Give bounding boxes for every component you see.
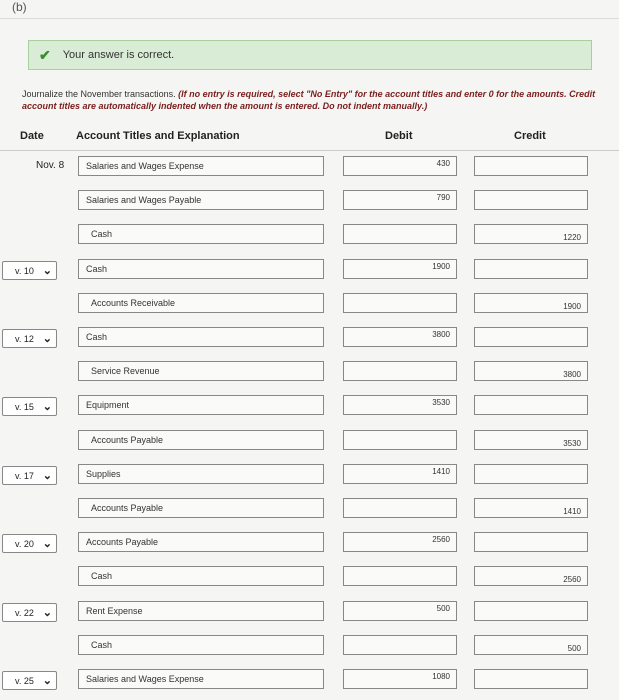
- credit-input[interactable]: [474, 464, 588, 484]
- date-select-value: v. 15: [15, 401, 34, 412]
- credit-input[interactable]: [474, 190, 588, 210]
- table-row: [0, 327, 619, 349]
- credit-input[interactable]: 1900: [474, 293, 588, 313]
- chevron-down-icon: ⌄: [42, 265, 52, 277]
- header-divider: [0, 150, 619, 151]
- account-title-input[interactable]: Accounts Receivable: [78, 293, 324, 313]
- date-select-value: v. 17: [15, 470, 34, 481]
- instructions: [22, 88, 602, 112]
- banner-text: Your answer is correct.: [62, 49, 175, 61]
- date-select-value: v. 20: [15, 538, 34, 549]
- success-banner: [28, 40, 592, 70]
- date-select-value: v. 25: [15, 675, 34, 686]
- account-title-input[interactable]: Service Revenue: [78, 361, 324, 381]
- table-row: [0, 361, 619, 383]
- chevron-down-icon: ⌄: [42, 333, 52, 345]
- table-row: [0, 430, 619, 452]
- table-row: [0, 532, 619, 554]
- date-select-value: v. 22: [15, 607, 34, 618]
- table-row: [0, 464, 619, 486]
- account-title-input[interactable]: Equipment: [78, 395, 324, 415]
- debit-input[interactable]: 2560: [343, 532, 457, 552]
- date-select[interactable]: [2, 397, 57, 416]
- table-row: [0, 259, 619, 281]
- debit-input[interactable]: [343, 635, 457, 655]
- debit-input[interactable]: 790: [343, 190, 457, 210]
- credit-input[interactable]: [474, 669, 588, 689]
- table-row: [0, 601, 619, 623]
- table-row: [0, 635, 619, 657]
- date-select-value: v. 12: [15, 333, 34, 344]
- date-select[interactable]: [2, 603, 57, 622]
- instructions-lead: Journalize the November transactions.: [22, 89, 179, 99]
- chevron-down-icon: ⌄: [42, 401, 52, 413]
- debit-input[interactable]: 500: [343, 601, 457, 621]
- header-credit: Credit: [514, 130, 546, 142]
- credit-input[interactable]: [474, 327, 588, 347]
- debit-input[interactable]: 430: [343, 156, 457, 176]
- debit-input[interactable]: [343, 566, 457, 586]
- table-row: [0, 224, 619, 246]
- chevron-down-icon: ⌄: [42, 675, 52, 687]
- credit-input[interactable]: 3530: [474, 430, 588, 450]
- account-title-input[interactable]: Cash: [78, 224, 324, 244]
- instructions-emphasis: (If no entry is required, select "No Entry" for the account titles and enter 0 for the amounts. Credit account titles are automatically indented when the amount is entered. Do not indent manually.): [22, 89, 596, 111]
- date-select-value: v. 10: [15, 265, 34, 276]
- account-title-input[interactable]: Accounts Payable: [78, 532, 324, 552]
- part-label: (b): [12, 0, 27, 14]
- account-title-input[interactable]: Rent Expense: [78, 601, 324, 621]
- debit-input[interactable]: 1900: [343, 259, 457, 279]
- credit-input[interactable]: 500: [474, 635, 588, 655]
- account-title-input[interactable]: Cash: [78, 259, 324, 279]
- debit-input[interactable]: 1410: [343, 464, 457, 484]
- account-title-input[interactable]: Cash: [78, 327, 324, 347]
- debit-input[interactable]: 1080: [343, 669, 457, 689]
- account-title-input[interactable]: Cash: [78, 566, 324, 586]
- debit-input[interactable]: [343, 224, 457, 244]
- debit-input[interactable]: 3530: [343, 395, 457, 415]
- debit-input[interactable]: [343, 293, 457, 313]
- credit-input[interactable]: 1220: [474, 224, 588, 244]
- table-row: [0, 156, 619, 178]
- table-row: [0, 395, 619, 417]
- table-row: [0, 190, 619, 212]
- debit-input[interactable]: [343, 430, 457, 450]
- credit-input[interactable]: 1410: [474, 498, 588, 518]
- credit-input[interactable]: 3800: [474, 361, 588, 381]
- check-icon: ✔: [39, 46, 51, 63]
- date-select[interactable]: [2, 329, 57, 348]
- table-row: [0, 498, 619, 520]
- header-debit: Debit: [385, 130, 413, 142]
- credit-input[interactable]: [474, 532, 588, 552]
- table-row: [0, 669, 619, 691]
- account-title-input[interactable]: Accounts Payable: [78, 498, 324, 518]
- account-title-input[interactable]: Supplies: [78, 464, 324, 484]
- date-label: Nov. 8: [36, 160, 65, 171]
- chevron-down-icon: ⌄: [42, 538, 52, 550]
- account-title-input[interactable]: Accounts Payable: [78, 430, 324, 450]
- credit-input[interactable]: 2560: [474, 566, 588, 586]
- credit-input[interactable]: [474, 156, 588, 176]
- chevron-down-icon: ⌄: [42, 470, 52, 482]
- account-title-input[interactable]: Salaries and Wages Expense: [78, 669, 324, 689]
- debit-input[interactable]: 3800: [343, 327, 457, 347]
- header-date: Date: [20, 130, 44, 142]
- date-select[interactable]: [2, 671, 57, 690]
- credit-input[interactable]: [474, 395, 588, 415]
- header-account: Account Titles and Explanation: [76, 130, 240, 142]
- debit-input[interactable]: [343, 361, 457, 381]
- credit-input[interactable]: [474, 259, 588, 279]
- account-title-input[interactable]: Salaries and Wages Payable: [78, 190, 324, 210]
- divider: [0, 18, 619, 19]
- account-title-input[interactable]: Salaries and Wages Expense: [78, 156, 324, 176]
- table-row: [0, 566, 619, 588]
- chevron-down-icon: ⌄: [42, 607, 52, 619]
- date-select[interactable]: [2, 534, 57, 553]
- table-row: [0, 293, 619, 315]
- date-select[interactable]: [2, 261, 57, 280]
- account-title-input[interactable]: Cash: [78, 635, 324, 655]
- date-select[interactable]: [2, 466, 57, 485]
- credit-input[interactable]: [474, 601, 588, 621]
- debit-input[interactable]: [343, 498, 457, 518]
